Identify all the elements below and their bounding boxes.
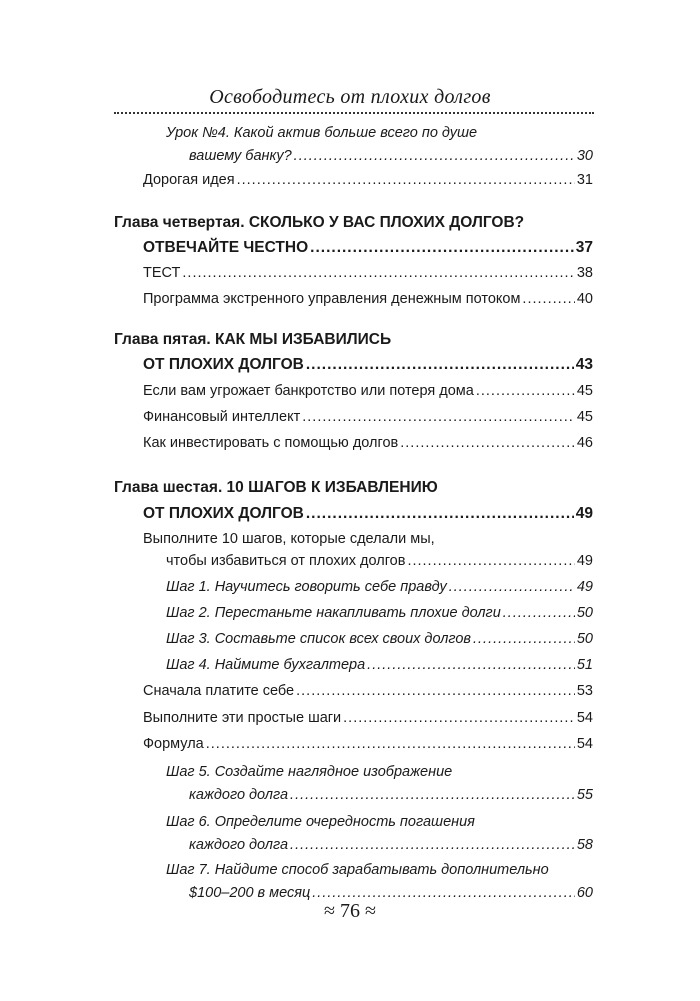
- toc-page-number: 37: [575, 239, 593, 256]
- toc-entry-text: $100–200 в месяц: [189, 885, 311, 901]
- toc-entry-step-7-line1: Шаг 7. Найдите способ зарабатывать дополнительно: [166, 862, 549, 878]
- toc-entry-text: ОТВЕЧАЙТЕ ЧЕСТНО: [143, 239, 309, 256]
- toc-page-number: 50: [576, 605, 593, 621]
- chapter-6-title: Глава шестая. 10 ШАГОВ К ИЗБАВЛЕНИЮ: [114, 479, 438, 496]
- leader-dots: [310, 239, 574, 257]
- toc-page-number: 49: [576, 553, 593, 569]
- toc-page-number: 45: [576, 409, 593, 425]
- leader-dots: [449, 579, 575, 595]
- toc-page-number: 54: [576, 710, 593, 726]
- toc-entry-simple-steps[interactable]: [143, 710, 593, 726]
- toc-page-number: 55: [576, 787, 593, 803]
- toc-entry-financial-iq[interactable]: [143, 409, 593, 425]
- toc-entry-text: Программа экстренного управления денежным потоком: [143, 291, 521, 307]
- toc-entry-text: каждого долга: [189, 837, 289, 853]
- leader-dots: [290, 787, 575, 803]
- toc-entry-step-1[interactable]: [166, 579, 593, 595]
- toc-entry-step-4[interactable]: [166, 657, 593, 673]
- toc-page-number: 49: [576, 579, 593, 595]
- toc-entry-text: Формула: [143, 736, 204, 752]
- leader-dots: [407, 553, 574, 569]
- page-number: ≈ 76 ≈: [324, 900, 376, 922]
- toc-entry-text: ОТ ПЛОХИХ ДОЛГОВ: [143, 356, 304, 373]
- leader-dots: [473, 631, 575, 647]
- toc-entry-test[interactable]: [143, 265, 593, 281]
- toc-page-number: 58: [576, 837, 593, 853]
- toc-entry-step-5-line1: Шаг 5. Создайте наглядное изображение: [166, 764, 453, 780]
- toc-entry-10-steps-line1: Выполните 10 шагов, которые сделали мы,: [143, 531, 435, 547]
- toc-entry-step-2[interactable]: [166, 605, 593, 621]
- leader-dots: [206, 736, 575, 752]
- toc-entry-text: каждого долга: [189, 787, 289, 803]
- toc-page-number: 60: [576, 885, 593, 901]
- toc-entry-bankruptcy[interactable]: [143, 383, 593, 399]
- toc-entry-step-5[interactable]: [189, 787, 593, 803]
- leader-dots: [400, 435, 575, 451]
- toc-entry-step-3[interactable]: [166, 631, 593, 647]
- leader-dots: [343, 710, 575, 726]
- toc-page-number: 49: [575, 505, 593, 522]
- toc-entry-step-6[interactable]: [189, 837, 593, 853]
- toc-entry-text: Шаг 1. Научитесь говорить себе правду: [166, 579, 447, 595]
- leader-dots: [302, 409, 575, 425]
- toc-entry-chapter-5[interactable]: [143, 356, 593, 374]
- leader-dots: [290, 837, 575, 853]
- leader-dots: [294, 148, 575, 164]
- leader-dots: [237, 172, 575, 188]
- toc-entry-text: Если вам угрожает банкротство или потеря дома: [143, 383, 474, 399]
- toc-entry-expensive-idea[interactable]: [143, 172, 593, 188]
- toc-entry-text: Шаг 3. Составьте список всех своих долгов: [166, 631, 471, 647]
- toc-entry-chapter-4[interactable]: [143, 239, 593, 257]
- toc-page-number: 50: [576, 631, 593, 647]
- toc-page-number: 51: [576, 657, 593, 673]
- toc-entry-text: чтобы избавиться от плохих долгов: [166, 553, 406, 569]
- toc-entry-text: Финансовый интеллект: [143, 409, 301, 425]
- toc-entry-pay-yourself-first[interactable]: [143, 683, 593, 699]
- leader-dots: [296, 683, 575, 699]
- toc-entry-cashflow-program[interactable]: [143, 291, 593, 307]
- chapter-4-title: Глава четвертая. СКОЛЬКО У ВАС ПЛОХИХ ДОЛГОВ?: [114, 214, 525, 231]
- toc-entry-text: Дорогая идея: [143, 172, 235, 188]
- header-divider: [114, 112, 594, 114]
- toc-entry-formula[interactable]: [143, 736, 593, 752]
- toc-entry-text: Шаг 2. Перестаньте накапливать плохие долги: [166, 605, 501, 621]
- toc-entry-lesson4-line1: Урок №4. Какой актив больше всего по душе: [166, 125, 478, 141]
- leader-dots: [503, 605, 575, 621]
- toc-page-number: 38: [576, 265, 593, 281]
- toc-page-number: 53: [576, 683, 593, 699]
- toc-entry-text: ТЕСТ: [143, 265, 181, 281]
- leader-dots: [312, 885, 575, 901]
- toc-entry-text: Сначала платите себе: [143, 683, 295, 699]
- toc-entry-text: ОТ ПЛОХИХ ДОЛГОВ: [143, 505, 304, 522]
- toc-page-number: 31: [576, 172, 593, 188]
- toc-entry-text: Как инвестировать с помощью долгов: [143, 435, 399, 451]
- toc-entry-text: Выполните эти простые шаги: [143, 710, 342, 726]
- toc-page-number: 46: [576, 435, 593, 451]
- leader-dots: [306, 505, 574, 523]
- leader-dots: [367, 657, 575, 673]
- toc-entry-lesson4[interactable]: [189, 148, 593, 164]
- toc-entry-text: Шаг 4. Наймите бухгалтера: [166, 657, 366, 673]
- running-header: Освободитесь от плохих долгов: [209, 86, 491, 108]
- toc-entry-step-7[interactable]: [189, 885, 593, 901]
- leader-dots: [476, 383, 575, 399]
- leader-dots: [182, 265, 574, 281]
- chapter-5-title: Глава пятая. КАК МЫ ИЗБАВИЛИСЬ: [114, 331, 392, 348]
- leader-dots: [306, 356, 574, 374]
- toc-entry-chapter-6[interactable]: [143, 505, 593, 523]
- toc-page-number: 54: [576, 736, 593, 752]
- toc-page-number: 40: [576, 291, 593, 307]
- toc-page-number: 45: [576, 383, 593, 399]
- toc-entry-text: вашему банку?: [189, 148, 292, 164]
- toc-entry-10-steps[interactable]: [166, 553, 593, 569]
- toc-page-number: 43: [575, 356, 593, 373]
- toc-page-number: 30: [576, 148, 593, 164]
- leader-dots: [522, 291, 574, 307]
- toc-entry-invest-with-debt[interactable]: [143, 435, 593, 451]
- toc-entry-step-6-line1: Шаг 6. Определите очередность погашения: [166, 814, 475, 830]
